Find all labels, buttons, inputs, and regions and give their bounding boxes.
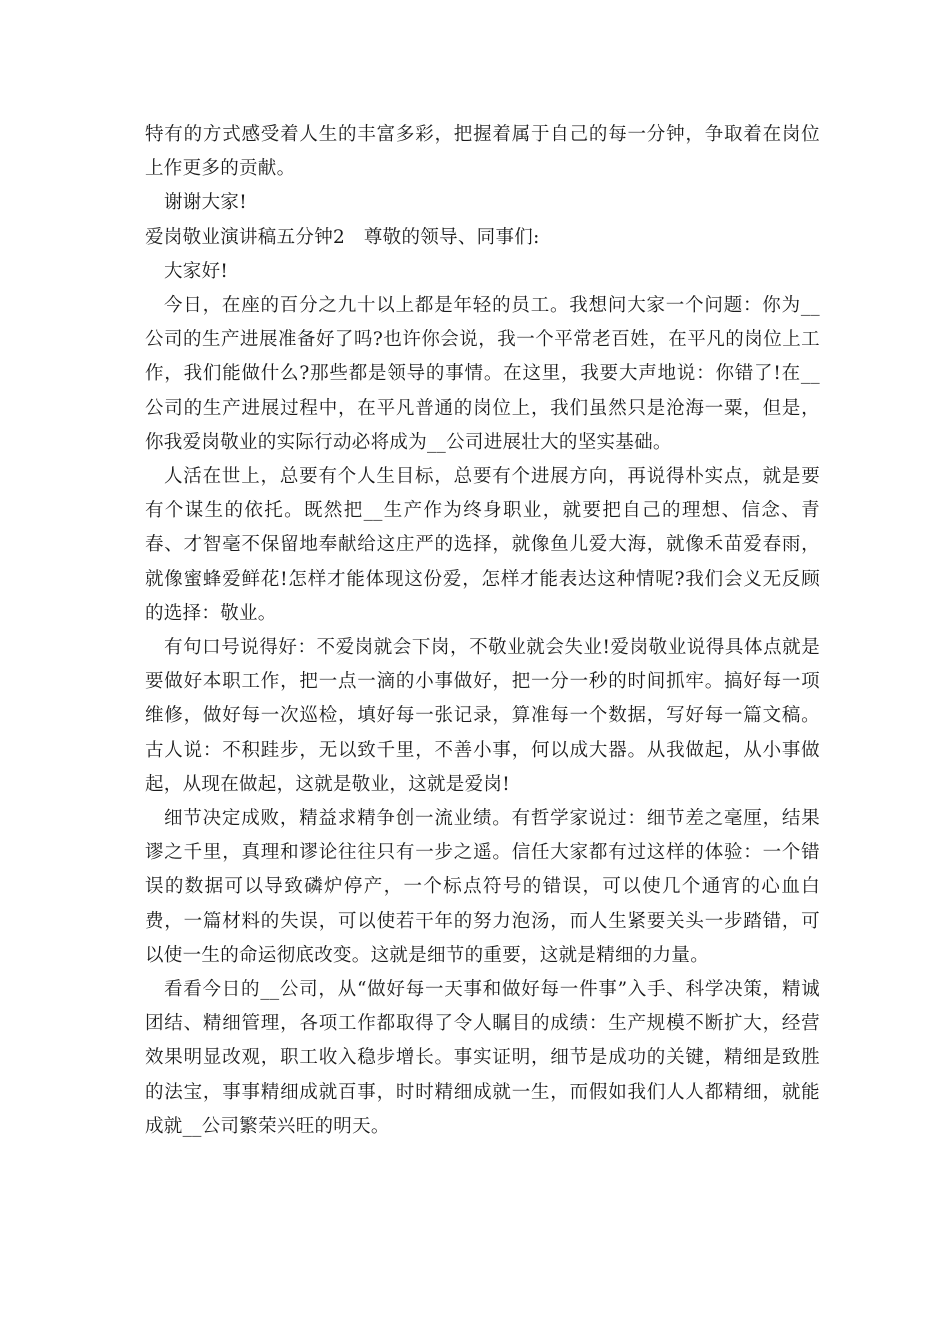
section-heading: 爱岗敬业演讲稿五分钟2 尊敬的领导、同事们: — [145, 226, 540, 248]
paragraph-8: 细节决定成败，精益求精争创一流业绩。有哲学家说过：细节差之毫厘，结果谬之千里，真理和谬论往往只有一步之遥。信任大家都有过这样的体验：一个错误的数据可以导致磷炉停产，一个标点符号的错误，可以使几个通宵的心血白费，一篇材料的失误，可以使若干年的努力泡汤，而人生紧要关头一步踏错，可以使一生的命运彻底改变。这就是细节的重要，这就是精细的力量。 — [145, 808, 820, 966]
paragraph-2: 谢谢大家! — [164, 192, 247, 214]
paragraph-6: 人活在世上，总要有个人生目标，总要有个进展方向，再说得朴实点，就是要有个谋生的依托。既然把__生产作为终身职业，就要把自己的理想、信念、青春、才智毫不保留地奉献给这庄严的选择，就像鱼儿爱大海，就像禾苗爱春雨，就像蜜蜂爱鲜花!怎样才能体现这份爱，怎样才能表达这种情呢?我们会义无反顾的选择：敬业。 — [145, 466, 820, 624]
paragraph-5: 今日，在座的百分之九十以上都是年轻的员工。我想问大家一个问题：你为__公司的生产进展准备好了吗?也许你会说，我一个平常老百姓，在平凡的岗位上工作，我们能做什么?那些都是领导的事情。在这里，我要大声地说：你错了!在__公司的生产进展过程中，在平凡普通的岗位上，我们虽然只是沧海一粟，但是，你我爱岗敬业的实际行动必将成为__公司进展壮大的坚实基础。 — [145, 295, 820, 453]
paragraph-greeting: 大家好! — [164, 260, 229, 282]
paragraph-1: 特有的方式感受着人生的丰富多彩，把握着属于自己的每一分钟，争取着在岗位上作更多的贡献。 — [145, 124, 820, 180]
paragraph-9: 看看今日的__公司，从“做好每一天事和做好每一件事”入手、科学决策，精诚团结、精细管理，各项工作都取得了令人瞩目的成绩：生产规模不断扩大，经营效果明显改观，职工收入稳步增长。事实证明，细节是成功的关键，精细是致胜的法宝，事事精细成就百事，时时精细成就一生，而假如我们人人都精细，就能成就__公司繁荣兴旺的明天。 — [145, 979, 820, 1137]
paragraph-7: 有句口号说得好：不爱岗就会下岗，不敬业就会失业!爱岗敬业说得具体点就是要做好本职工作，把一点一滴的小事做好，把一分一秒的时间抓牢。搞好每一项维修，做好每一次巡检，填好每一张记录，算准每一个数据，写好每一篇文稿。古人说：不积跬步，无以致千里，不善小事，何以成大器。从我做起，从小事做起，从现在做起，这就是敬业，这就是爱岗! — [145, 637, 820, 795]
document-page — [145, 118, 820, 1144]
